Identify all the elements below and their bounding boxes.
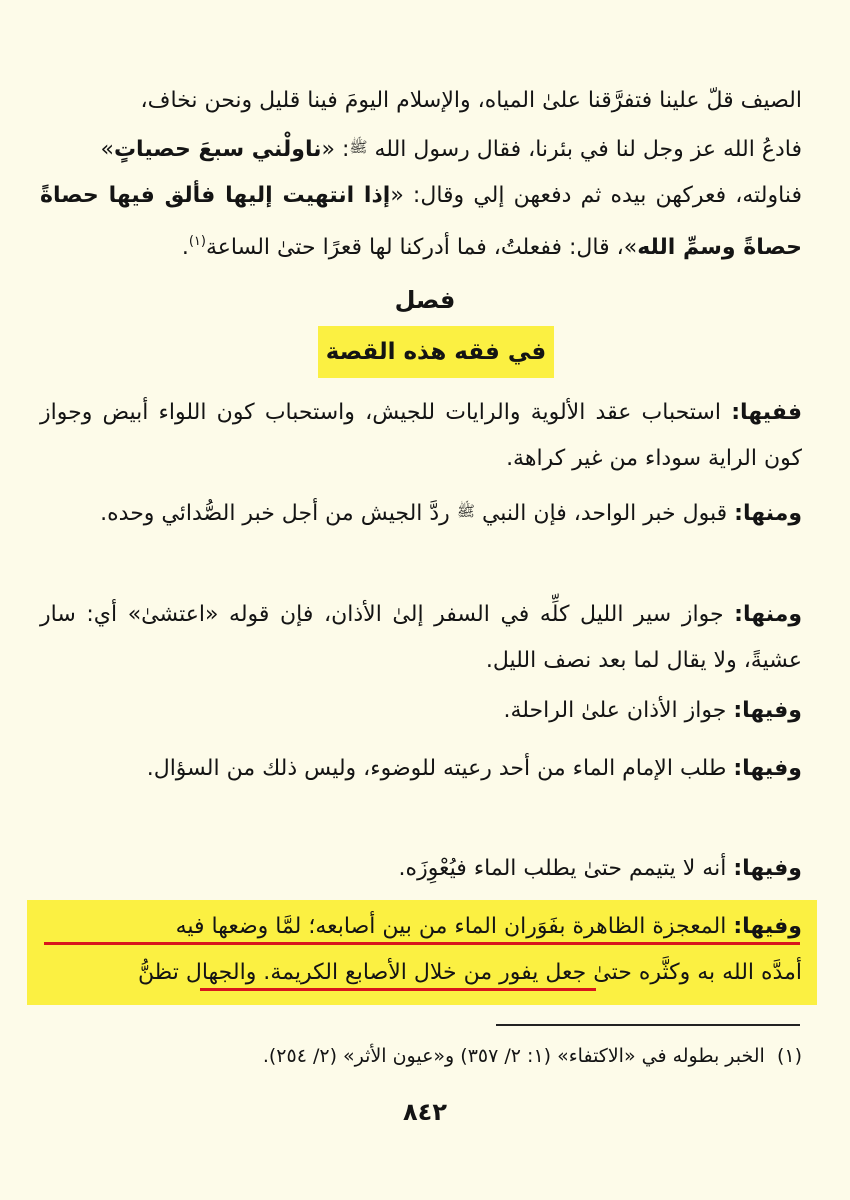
point-text: جواز سير الليل كلِّه في السفر إلىٰ الأذان، فإن قوله «اعتشىٰ» أي: سار عشيةً، ولا يقال لما بعد نصف الليل. <box>40 602 802 673</box>
point-label: ومنها: <box>734 501 802 526</box>
footnote-number: (١) <box>776 1045 802 1067</box>
point-label: وفيها: <box>733 856 802 881</box>
point-text: طلب الإمام الماء من أحد رعيته للوضوء، وليس ذلك من السؤال. <box>146 756 727 781</box>
point-7-line-1: وفيها: المعجزة الظاهرة بفَوَران الماء من بين أصابعه؛ لمَّا وضعها فيه <box>175 914 802 939</box>
point-text: أنه لا يتيمم حتىٰ يطلب الماء فيُعْوِزَه. <box>398 856 727 881</box>
section-subheading: في فقه هذه القصة <box>318 326 554 378</box>
point-text: استحباب عقد الألوية والرايات للجيش، واستحباب كون اللواء أبيض وجواز كون الراية سوداء من غير كراهة. <box>40 400 802 471</box>
point-3 <box>40 592 802 684</box>
point-label: ففيها: <box>731 400 802 425</box>
point-1 <box>40 390 802 482</box>
hadith-quote-2: إذا انتهيت إليها فألق فيها حصاةً حصاةً وسمِّ الله <box>40 183 802 260</box>
hadith-quote-1: ناولْني سبعَ حصياتٍ <box>113 137 322 162</box>
salla-symbol: ﷺ <box>456 502 475 520</box>
footnote-rule <box>496 1024 800 1026</box>
point-text: جواز الأذان علىٰ الراحلة. <box>503 698 727 723</box>
page-number: ٨٤٢ <box>403 1098 447 1126</box>
opening-line-3: فناولته، فعركهن بيده ثم دفعهن إلي وقال: «إذا انتهيت إليها فألق فيها حصاةً حصاةً وسمِّ الله»، قال: ففعلتُ، فما أدركنا لها قعرًا حتىٰ الساعة$^{(١)}$. <box>40 183 802 260</box>
point-label: ومنها: <box>734 602 802 627</box>
point-4 <box>40 688 802 734</box>
point-7-line-2: أمدَّه الله به وكثَّره حتىٰ جعل يفور من خلال الأصابع الكريمة. والجهال تظنُّ <box>137 960 802 985</box>
footnote-ref: (١) <box>188 234 206 249</box>
point-label: وفيها: <box>733 914 802 939</box>
point-5 <box>40 746 802 792</box>
footnote-text: الخبر بطوله في «الاكتفاء» (١: ٢/ ٣٥٧) و«عيون الأثر» (٢/ ٢٥٤). <box>262 1045 765 1067</box>
opening-paragraph <box>40 78 802 271</box>
opening-line-2: فادعُ الله عز وجل لنا في بئرنا، فقال رسول الله ﷺ: «ناولْني سبعَ حصياتٍ» <box>100 137 802 162</box>
point-2: ومنها: قبول خبر الواحد، فإن النبي ﷺ ردَّ الجيش من أجل خبر الصُّدائي وحده. <box>100 501 802 526</box>
footnote <box>40 1036 802 1076</box>
point-7 <box>40 904 802 996</box>
point-label: وفيها: <box>733 698 802 723</box>
section-heading: فصل <box>394 286 456 314</box>
point-6 <box>40 846 802 892</box>
point-label: وفيها: <box>733 756 802 781</box>
opening-line-1: الصيف قلّ علينا فتفرَّقنا علىٰ المياه، والإسلام اليومَ فينا قليل ونحن نخاف، <box>140 88 802 113</box>
salla-symbol: ﷺ <box>349 138 368 156</box>
